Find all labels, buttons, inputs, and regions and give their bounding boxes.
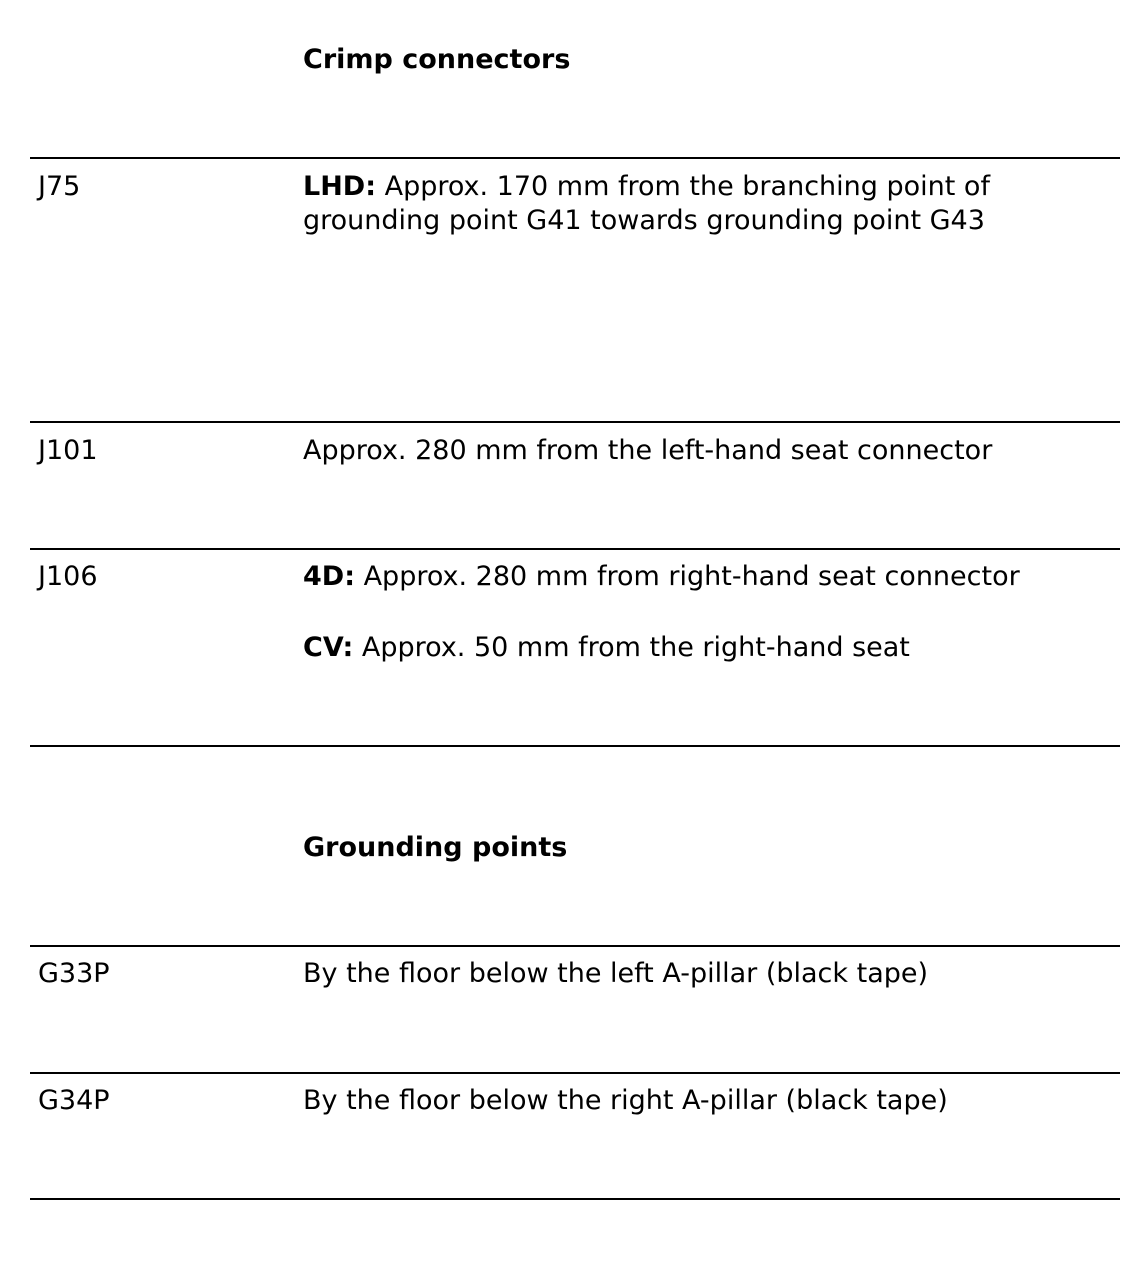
table-divider [30, 1198, 1120, 1200]
ground-code-g34p: G34P [38, 1085, 110, 1116]
variant-label: LHD: [303, 171, 377, 202]
location-text: Approx. 280 mm from the left-hand seat connector [303, 435, 993, 466]
table-divider [30, 157, 1120, 159]
location-text: Approx. 280 mm from right-hand seat connector [355, 561, 1020, 592]
table-divider [30, 421, 1120, 423]
connector-code-j75: J75 [38, 171, 81, 202]
variant-label: CV: [303, 632, 354, 663]
connector-location-j106-4d [303, 560, 1113, 594]
location-text: By the floor below the right A-pillar (black tape) [303, 1085, 948, 1116]
table-divider [30, 745, 1120, 747]
connector-location-j101 [303, 434, 1113, 468]
location-text: Approx. 170 mm from the branching point of grounding point G41 towards grounding point G43 [303, 171, 990, 236]
connector-code-j106: J106 [38, 561, 98, 592]
ground-location-g34p [303, 1084, 1113, 1118]
section-heading-grounding-points: Grounding points [303, 832, 568, 863]
table-divider [30, 548, 1120, 550]
ground-location-g33p [303, 957, 1113, 991]
location-text: Approx. 50 mm from the right-hand seat [353, 632, 910, 663]
ground-code-g33p: G33P [38, 958, 110, 989]
location-text: By the floor below the left A-pillar (black tape) [303, 958, 929, 989]
connector-location-j75 [303, 170, 1113, 238]
connector-code-j101: J101 [38, 435, 98, 466]
connector-location-j106-cv [303, 631, 1113, 665]
section-heading-crimp-connectors: Crimp connectors [303, 44, 571, 75]
table-divider [30, 945, 1120, 947]
variant-label: 4D: [303, 561, 355, 592]
table-divider [30, 1072, 1120, 1074]
